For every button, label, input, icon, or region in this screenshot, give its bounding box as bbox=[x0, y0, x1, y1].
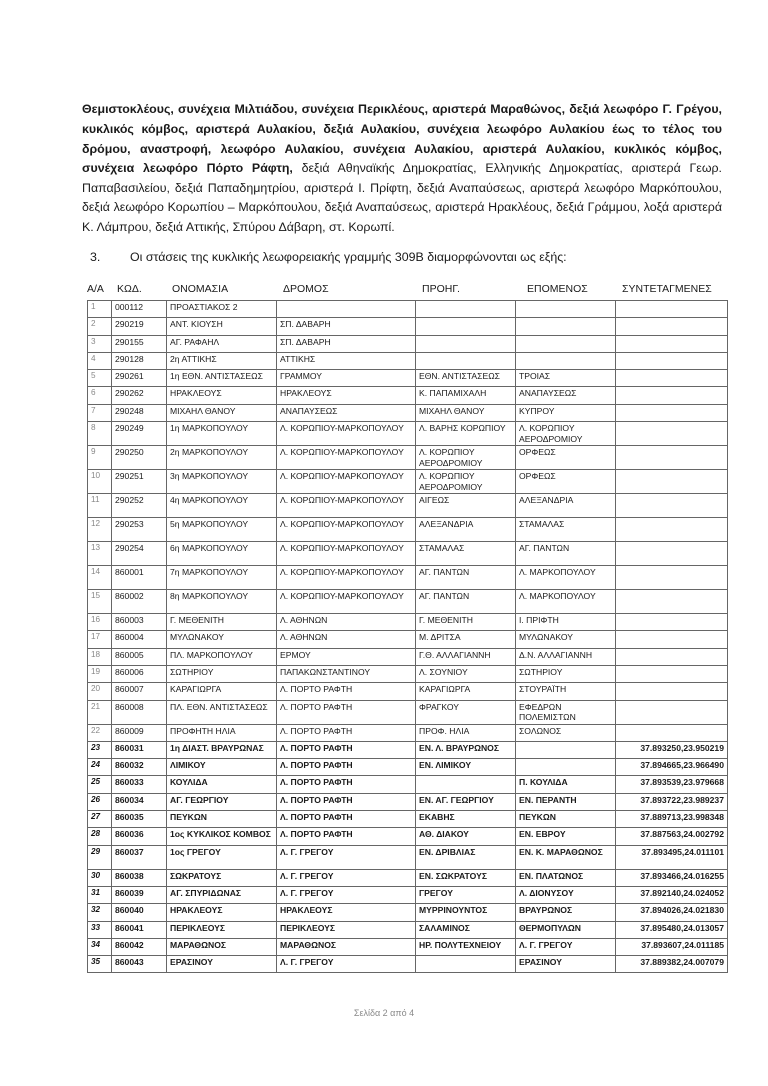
stop-coordinates-cell bbox=[616, 352, 728, 369]
stop-next-cell: ΕΡΑΣΙΝΟΥ bbox=[516, 956, 616, 973]
stop-next-cell: ΑΝΑΠΑΥΣΕΩΣ bbox=[516, 387, 616, 404]
stop-number-cell: 33 bbox=[88, 921, 112, 938]
stop-street-cell: ΜΑΡΑΘΩΝΟΣ bbox=[277, 938, 416, 955]
stop-number-cell: 19 bbox=[88, 665, 112, 682]
stop-next-cell: Π. ΚΟΥΛΙΔΑ bbox=[516, 776, 616, 793]
stop-code-cell: 860003 bbox=[112, 614, 167, 631]
stop-number-cell: 28 bbox=[88, 828, 112, 845]
stop-coordinates-cell: 37.893250,23.950219 bbox=[616, 741, 728, 758]
table-row bbox=[88, 470, 728, 494]
stop-street-cell: ΑΝΑΠΑΥΣΕΩΣ bbox=[277, 404, 416, 421]
stop-previous-cell: ΚΑΡΑΓΙΩΡΓΑ bbox=[416, 683, 516, 700]
stop-previous-cell: Λ. ΒΑΡΗΣ ΚΟΡΩΠΙΟΥ bbox=[416, 422, 516, 446]
stop-previous-cell bbox=[416, 352, 516, 369]
stop-previous-cell: Γ.Θ. ΑΛΛΑΓΙΑΝΝΗ bbox=[416, 648, 516, 665]
stop-coordinates-cell bbox=[616, 724, 728, 741]
stop-number-cell: 25 bbox=[88, 776, 112, 793]
stop-next-cell: ΚΥΠΡΟΥ bbox=[516, 404, 616, 421]
table-row bbox=[88, 776, 728, 793]
stop-number-cell: 9 bbox=[88, 446, 112, 470]
stop-coordinates-cell bbox=[616, 494, 728, 518]
stop-code-cell: 290128 bbox=[112, 352, 167, 369]
stop-name-cell: 6η ΜΑΡΚΟΠΟΥΛΟΥ bbox=[167, 542, 277, 566]
stop-coordinates-cell: 37.893495,24.011101 bbox=[616, 845, 728, 869]
stop-street-cell: Λ. ΠΟΡΤΟ ΡΑΦΤΗ bbox=[277, 759, 416, 776]
page-footer: Σελίδα 2 από 4 bbox=[353, 1008, 415, 1018]
stop-name-cell: ΣΩΚΡΑΤΟΥΣ bbox=[167, 869, 277, 886]
table-row bbox=[88, 904, 728, 921]
stop-previous-cell bbox=[416, 335, 516, 352]
stop-number-cell: 4 bbox=[88, 352, 112, 369]
stop-next-cell: Δ.Ν. ΑΛΛΑΓΙΑΝΝΗ bbox=[516, 648, 616, 665]
stop-previous-cell: ΑΘ. ΔΙΑΚΟΥ bbox=[416, 828, 516, 845]
table-row bbox=[88, 318, 728, 335]
stop-name-cell: 1ος ΓΡΕΓΟΥ bbox=[167, 845, 277, 869]
stop-code-cell: 860036 bbox=[112, 828, 167, 845]
stop-number-cell: 18 bbox=[88, 648, 112, 665]
stop-next-cell: ΑΓ. ΠΑΝΤΩΝ bbox=[516, 542, 616, 566]
stop-code-cell: 290219 bbox=[112, 318, 167, 335]
stop-next-cell: Ι. ΠΡΙΦΤΗ bbox=[516, 614, 616, 631]
stop-code-cell: 860009 bbox=[112, 724, 167, 741]
stop-coordinates-cell bbox=[616, 335, 728, 352]
stop-number-cell: 17 bbox=[88, 631, 112, 648]
stop-code-cell: 860005 bbox=[112, 648, 167, 665]
stop-number-cell: 30 bbox=[88, 869, 112, 886]
stop-name-cell: ΜΑΡΑΘΩΝΟΣ bbox=[167, 938, 277, 955]
stop-previous-cell: ΕΝ. ΛΙΜΙΚΟΥ bbox=[416, 759, 516, 776]
table-row bbox=[88, 886, 728, 903]
stop-previous-cell bbox=[416, 301, 516, 318]
stop-next-cell: ΕΝ. ΕΒΡΟΥ bbox=[516, 828, 616, 845]
stop-street-cell: Λ. ΚΟΡΩΠΙΟΥ-ΜΑΡΚΟΠΟΥΛΟΥ bbox=[277, 422, 416, 446]
stop-previous-cell: ΕΚΑΒΗΣ bbox=[416, 811, 516, 828]
stops-table bbox=[87, 300, 728, 973]
stop-code-cell: 860040 bbox=[112, 904, 167, 921]
stop-number-cell: 16 bbox=[88, 614, 112, 631]
stop-street-cell: ΑΤΤΙΚΗΣ bbox=[277, 352, 416, 369]
stop-number-cell: 34 bbox=[88, 938, 112, 955]
stop-name-cell: ΗΡΑΚΛΕΟΥΣ bbox=[167, 904, 277, 921]
stop-next-cell: Λ. Γ. ΓΡΕΓΟΥ bbox=[516, 938, 616, 955]
stop-coordinates-cell bbox=[616, 590, 728, 614]
stop-coordinates-cell: 37.893722,23.989237 bbox=[616, 793, 728, 810]
stop-code-cell: 290249 bbox=[112, 422, 167, 446]
stop-coordinates-cell bbox=[616, 542, 728, 566]
stop-street-cell: Λ. ΠΟΡΤΟ ΡΑΦΤΗ bbox=[277, 724, 416, 741]
stop-code-cell: 860035 bbox=[112, 811, 167, 828]
stop-name-cell: ΠΡΟΑΣΤΙΑΚΟΣ 2 bbox=[167, 301, 277, 318]
stop-street-cell: Λ. Γ. ΓΡΕΓΟΥ bbox=[277, 956, 416, 973]
stop-number-cell: 21 bbox=[88, 700, 112, 724]
stop-next-cell: ΤΡΟΙΑΣ bbox=[516, 370, 616, 387]
stop-name-cell: 4η ΜΑΡΚΟΠΟΥΛΟΥ bbox=[167, 494, 277, 518]
header-aa: Α/Α bbox=[87, 283, 104, 295]
stop-next-cell: ΒΡΑΥΡΩΝΟΣ bbox=[516, 904, 616, 921]
stop-name-cell: ΜΥΛΩΝΑΚΟΥ bbox=[167, 631, 277, 648]
stop-number-cell: 32 bbox=[88, 904, 112, 921]
stop-code-cell: 860039 bbox=[112, 886, 167, 903]
stop-previous-cell: Κ. ΠΑΠΑΜΙΧΑΛΗ bbox=[416, 387, 516, 404]
stop-coordinates-cell bbox=[616, 700, 728, 724]
table-row bbox=[88, 542, 728, 566]
table-row bbox=[88, 335, 728, 352]
stop-number-cell: 10 bbox=[88, 470, 112, 494]
stop-next-cell: ΕΦΕΔΡΩΝ ΠΟΛΕΜΙΣΤΩΝ bbox=[516, 700, 616, 724]
stop-name-cell: ΑΝΤ. ΚΙΟΥΣΗ bbox=[167, 318, 277, 335]
stop-previous-cell: ΕΝ. ΣΩΚΡΑΤΟΥΣ bbox=[416, 869, 516, 886]
stop-coordinates-cell bbox=[616, 387, 728, 404]
stop-previous-cell: Λ. ΚΟΡΩΠΙΟΥ ΑΕΡΟΔΡΟΜΙΟΥ bbox=[416, 446, 516, 470]
stop-previous-cell: ΓΡΕΓΟΥ bbox=[416, 886, 516, 903]
stop-street-cell: ΠΑΠΑΚΩΝΣΤΑΝΤΙΝΟΥ bbox=[277, 665, 416, 682]
stop-code-cell: 860002 bbox=[112, 590, 167, 614]
stop-coordinates-cell bbox=[616, 518, 728, 542]
stop-number-cell: 15 bbox=[88, 590, 112, 614]
header-prev: ΠΡΟΗΓ. bbox=[422, 283, 460, 295]
table-row bbox=[88, 404, 728, 421]
stop-name-cell: 1η ΔΙΑΣΤ. ΒΡΑΥΡΩΝΑΣ bbox=[167, 741, 277, 758]
stop-name-cell: ΑΓ. ΡΑΦΑΗΛ bbox=[167, 335, 277, 352]
stop-previous-cell: ΜΥΡΡΙΝΟΥΝΤΟΣ bbox=[416, 904, 516, 921]
stop-name-cell: 1η ΕΘΝ. ΑΝΤΙΣΤΑΣΕΩΣ bbox=[167, 370, 277, 387]
stop-previous-cell bbox=[416, 776, 516, 793]
stop-previous-cell: ΑΓ. ΠΑΝΤΩΝ bbox=[416, 566, 516, 590]
stop-number-cell: 1 bbox=[88, 301, 112, 318]
stop-previous-cell: Γ. ΜΕΘΕΝΙΤΗ bbox=[416, 614, 516, 631]
stop-code-cell: 290248 bbox=[112, 404, 167, 421]
stop-previous-cell: ΕΘΝ. ΑΝΤΙΣΤΑΣΕΩΣ bbox=[416, 370, 516, 387]
stop-previous-cell bbox=[416, 318, 516, 335]
stop-number-cell: 23 bbox=[88, 741, 112, 758]
stop-number-cell: 35 bbox=[88, 956, 112, 973]
stop-name-cell: ΕΡΑΣΙΝΟΥ bbox=[167, 956, 277, 973]
stop-code-cell: 860007 bbox=[112, 683, 167, 700]
stop-name-cell: 2η ΑΤΤΙΚΗΣ bbox=[167, 352, 277, 369]
stop-name-cell: ΣΩΤΗΡΙΟΥ bbox=[167, 665, 277, 682]
stop-coordinates-cell: 37.889382,24.007079 bbox=[616, 956, 728, 973]
table-row bbox=[88, 683, 728, 700]
stop-code-cell: 860032 bbox=[112, 759, 167, 776]
stop-street-cell: Λ. ΚΟΡΩΠΙΟΥ-ΜΑΡΚΟΠΟΥΛΟΥ bbox=[277, 542, 416, 566]
route-description-normal: δεξιά Αθηναϊκής Δημοκρατίας, Ελληνικής Δημοκρατίας, αριστερά Γεωρ. Παπαβασιλείου, δεξιά Παπαδημητρίου, αριστερά Ι. Πρίφτη, δεξιά Αναπαύσεως, αριστερά λεωφόρο Μαρκόπουλου, δεξιά λεωφόρο Κορωπίου – Μαρκόπουλου, δεξιά Αναπαύσεως, αριστερά Ηρακλέους, δεξιά Γράμμου, λοξά αριστερά Κ. Λάμπρου, δεξιά Αττικής, Σπύρου Δάβαρη, στ. Κορωπί. bbox=[82, 161, 722, 234]
stop-coordinates-cell bbox=[616, 301, 728, 318]
table-row bbox=[88, 665, 728, 682]
stop-number-cell: 5 bbox=[88, 370, 112, 387]
header-next: ΕΠΟΜΕΝΟΣ bbox=[527, 283, 588, 295]
stop-next-cell: ΑΛΕΞΑΝΔΡΙΑ bbox=[516, 494, 616, 518]
stop-previous-cell: ΣΑΛΑΜΙΝΟΣ bbox=[416, 921, 516, 938]
table-row bbox=[88, 494, 728, 518]
table-row bbox=[88, 422, 728, 446]
stop-coordinates-cell: 37.892140,24.024052 bbox=[616, 886, 728, 903]
stop-coordinates-cell bbox=[616, 614, 728, 631]
stop-street-cell: Λ. Γ. ΓΡΕΓΟΥ bbox=[277, 869, 416, 886]
stop-next-cell: ΕΝ. Κ. ΜΑΡΑΘΩΝΟΣ bbox=[516, 845, 616, 869]
stop-coordinates-cell bbox=[616, 318, 728, 335]
stop-coordinates-cell bbox=[616, 370, 728, 387]
stop-number-cell: 11 bbox=[88, 494, 112, 518]
stop-next-cell: ΣΤΑΜΑΛΑΣ bbox=[516, 518, 616, 542]
stop-code-cell: 860041 bbox=[112, 921, 167, 938]
stop-name-cell: Γ. ΜΕΘΕΝΙΤΗ bbox=[167, 614, 277, 631]
stop-code-cell: 860037 bbox=[112, 845, 167, 869]
table-row bbox=[88, 938, 728, 955]
table-row bbox=[88, 828, 728, 845]
stop-previous-cell: Λ. ΚΟΡΩΠΙΟΥ ΑΕΡΟΔΡΟΜΙΟΥ bbox=[416, 470, 516, 494]
stop-code-cell: 860043 bbox=[112, 956, 167, 973]
stop-number-cell: 26 bbox=[88, 793, 112, 810]
stop-street-cell: Λ. ΚΟΡΩΠΙΟΥ-ΜΑΡΚΟΠΟΥΛΟΥ bbox=[277, 470, 416, 494]
stop-previous-cell: ΕΝ. ΑΓ. ΓΕΩΡΓΙΟΥ bbox=[416, 793, 516, 810]
stop-number-cell: 14 bbox=[88, 566, 112, 590]
stop-name-cell: ΗΡΑΚΛΕΟΥΣ bbox=[167, 387, 277, 404]
stop-street-cell: Λ. ΑΘΗΝΩΝ bbox=[277, 631, 416, 648]
stop-name-cell: ΠΕΥΚΩΝ bbox=[167, 811, 277, 828]
stop-coordinates-cell bbox=[616, 665, 728, 682]
section-heading bbox=[90, 250, 567, 264]
table-row bbox=[88, 614, 728, 631]
stop-name-cell: ΠΡΟΦΗΤΗ ΗΛΙΑ bbox=[167, 724, 277, 741]
stop-street-cell: Λ. ΠΟΡΤΟ ΡΑΦΤΗ bbox=[277, 828, 416, 845]
stop-name-cell: 1ος ΚΥΚΛΙΚΟΣ ΚΟΜΒΟΣ bbox=[167, 828, 277, 845]
stop-name-cell: 3η ΜΑΡΚΟΠΟΥΛΟΥ bbox=[167, 470, 277, 494]
stop-number-cell: 24 bbox=[88, 759, 112, 776]
stop-next-cell: ΣΟΛΩΝΟΣ bbox=[516, 724, 616, 741]
stop-name-cell: ΛΙΜΙΚΟΥ bbox=[167, 759, 277, 776]
table-row bbox=[88, 921, 728, 938]
stop-code-cell: 000112 bbox=[112, 301, 167, 318]
stop-name-cell: ΚΟΥΛΙΔΑ bbox=[167, 776, 277, 793]
stop-next-cell: ΜΥΛΩΝΑΚΟΥ bbox=[516, 631, 616, 648]
stop-name-cell: 2η ΜΑΡΚΟΠΟΥΛΟΥ bbox=[167, 446, 277, 470]
stop-street-cell: ΓΡΑΜΜΟΥ bbox=[277, 370, 416, 387]
stop-coordinates-cell bbox=[616, 470, 728, 494]
table-row bbox=[88, 793, 728, 810]
stop-street-cell: Λ. ΠΟΡΤΟ ΡΑΦΤΗ bbox=[277, 700, 416, 724]
stop-code-cell: 860033 bbox=[112, 776, 167, 793]
table-row bbox=[88, 869, 728, 886]
table-row bbox=[88, 845, 728, 869]
stop-street-cell: Λ. ΚΟΡΩΠΙΟΥ-ΜΑΡΚΟΠΟΥΛΟΥ bbox=[277, 518, 416, 542]
stop-street-cell bbox=[277, 301, 416, 318]
stop-code-cell: 290252 bbox=[112, 494, 167, 518]
stop-name-cell: ΚΑΡΑΓΙΩΡΓΑ bbox=[167, 683, 277, 700]
stop-number-cell: 22 bbox=[88, 724, 112, 741]
stop-next-cell: Λ. ΜΑΡΚΟΠΟΥΛΟΥ bbox=[516, 590, 616, 614]
table-row bbox=[88, 724, 728, 741]
table-row bbox=[88, 631, 728, 648]
stop-number-cell: 13 bbox=[88, 542, 112, 566]
stop-coordinates-cell bbox=[616, 446, 728, 470]
stop-previous-cell: ΜΙΧΑΗΛ ΘΑΝΟΥ bbox=[416, 404, 516, 421]
table-row bbox=[88, 566, 728, 590]
stop-previous-cell: ΠΡΟΦ. ΗΛΙΑ bbox=[416, 724, 516, 741]
stop-street-cell: Λ. ΠΟΡΤΟ ΡΑΦΤΗ bbox=[277, 741, 416, 758]
stop-number-cell: 6 bbox=[88, 387, 112, 404]
stop-street-cell: ΗΡΑΚΛΕΟΥΣ bbox=[277, 904, 416, 921]
stop-previous-cell: ΕΝ. ΔΡΙΒΛΙΑΣ bbox=[416, 845, 516, 869]
stop-name-cell: 7η ΜΑΡΚΟΠΟΥΛΟΥ bbox=[167, 566, 277, 590]
stop-street-cell: Λ. ΚΟΡΩΠΙΟΥ-ΜΑΡΚΟΠΟΥΛΟΥ bbox=[277, 494, 416, 518]
stop-code-cell: 290251 bbox=[112, 470, 167, 494]
stop-street-cell: ΕΡΜΟΥ bbox=[277, 648, 416, 665]
stop-name-cell: ΠΛ. ΜΑΡΚΟΠΟΥΛΟΥ bbox=[167, 648, 277, 665]
table-row bbox=[88, 811, 728, 828]
stop-code-cell: 860034 bbox=[112, 793, 167, 810]
stop-number-cell: 8 bbox=[88, 422, 112, 446]
stop-previous-cell: ΑΙΓΕΩΣ bbox=[416, 494, 516, 518]
stop-code-cell: 860001 bbox=[112, 566, 167, 590]
table-row bbox=[88, 446, 728, 470]
stop-coordinates-cell: 37.887563,24.002792 bbox=[616, 828, 728, 845]
stop-next-cell bbox=[516, 318, 616, 335]
table-row bbox=[88, 370, 728, 387]
table-row bbox=[88, 301, 728, 318]
stop-number-cell: 2 bbox=[88, 318, 112, 335]
table-row bbox=[88, 700, 728, 724]
stop-number-cell: 20 bbox=[88, 683, 112, 700]
stop-previous-cell: ΗΡ. ΠΟΛΥΤΕΧΝΕΙΟΥ bbox=[416, 938, 516, 955]
stop-previous-cell: Μ. ΔΡΙΤΣΑ bbox=[416, 631, 516, 648]
table-row bbox=[88, 741, 728, 758]
stop-name-cell: 5η ΜΑΡΚΟΠΟΥΛΟΥ bbox=[167, 518, 277, 542]
header-street: ΔΡΟΜΟΣ bbox=[283, 283, 329, 295]
stop-coordinates-cell: 37.893466,24.016255 bbox=[616, 869, 728, 886]
stop-next-cell: ΠΕΥΚΩΝ bbox=[516, 811, 616, 828]
stop-code-cell: 860004 bbox=[112, 631, 167, 648]
stop-next-cell: Λ. ΚΟΡΩΠΙΟΥ ΑΕΡΟΔΡΟΜΙΟΥ bbox=[516, 422, 616, 446]
stop-coordinates-cell: 37.894026,24.021830 bbox=[616, 904, 728, 921]
header-coords: ΣΥΝΤΕΤΑΓΜΕΝΕΣ bbox=[622, 283, 712, 295]
stop-code-cell: 290262 bbox=[112, 387, 167, 404]
stop-next-cell: ΟΡΦΕΩΣ bbox=[516, 446, 616, 470]
stop-number-cell: 27 bbox=[88, 811, 112, 828]
stop-name-cell: ΑΓ. ΣΠΥΡΙΔΩΝΑΣ bbox=[167, 886, 277, 903]
stop-next-cell bbox=[516, 352, 616, 369]
stop-name-cell: ΑΓ. ΓΕΩΡΓΙΟΥ bbox=[167, 793, 277, 810]
section-title: Οι στάσεις της κυκλικής λεωφορειακής γραμμής 309Β διαμορφώνονται ως εξής: bbox=[130, 250, 567, 264]
stop-name-cell: ΠΕΡΙΚΛΕΟΥΣ bbox=[167, 921, 277, 938]
stop-street-cell: Λ. ΠΟΡΤΟ ΡΑΦΤΗ bbox=[277, 776, 416, 793]
stop-name-cell: ΠΛ. ΕΘΝ. ΑΝΤΙΣΤΑΣΕΩΣ bbox=[167, 700, 277, 724]
stop-code-cell: 290253 bbox=[112, 518, 167, 542]
stop-street-cell: ΠΕΡΙΚΛΕΟΥΣ bbox=[277, 921, 416, 938]
header-name: ΟΝΟΜΑΣΙΑ bbox=[172, 283, 229, 295]
stop-coordinates-cell: 37.889713,23.998348 bbox=[616, 811, 728, 828]
stop-street-cell: ΣΠ. ΔΑΒΑΡΗ bbox=[277, 335, 416, 352]
stop-previous-cell: ΣΤΑΜΑΛΑΣ bbox=[416, 542, 516, 566]
stop-street-cell: Λ. ΚΟΡΩΠΙΟΥ-ΜΑΡΚΟΠΟΥΛΟΥ bbox=[277, 446, 416, 470]
section-number: 3. bbox=[90, 250, 101, 264]
stop-street-cell: Λ. Γ. ΓΡΕΓΟΥ bbox=[277, 886, 416, 903]
stop-coordinates-cell bbox=[616, 404, 728, 421]
table-row bbox=[88, 759, 728, 776]
route-description-bold: Θεμιστοκλέους, συνέχεια Μιλτιάδου, συνέχεια Περικλέους, αριστερά Μαραθώνος, δεξιά λεωφόρο Γ. Γρέγου, κυκλικός κόμβος, αριστερά Αυλακίου, δεξιά Αυλακίου, συνέχεια λεωφόρο Αυλακίου έως το τέλος του δρόμου, αναστροφή, λεωφόρο Αυλακίου, συνέχεια Αυλακίου, αριστερά Αυλακίου, κυκλικός κόμβος, συνέχεια λεωφόρο Πόρτο Ράφτη, bbox=[82, 102, 722, 176]
stop-next-cell bbox=[516, 759, 616, 776]
stop-next-cell: Λ. ΔΙΟΝΥΣΟΥ bbox=[516, 886, 616, 903]
stop-code-cell: 860031 bbox=[112, 741, 167, 758]
stop-previous-cell: ΦΡΑΓΚΟΥ bbox=[416, 700, 516, 724]
stop-street-cell: Λ. ΚΟΡΩΠΙΟΥ-ΜΑΡΚΟΠΟΥΛΟΥ bbox=[277, 590, 416, 614]
stop-code-cell: 860006 bbox=[112, 665, 167, 682]
header-code: ΚΩΔ. bbox=[117, 283, 142, 295]
stop-street-cell: Λ. ΚΟΡΩΠΙΟΥ-ΜΑΡΚΟΠΟΥΛΟΥ bbox=[277, 566, 416, 590]
stop-name-cell: 8η ΜΑΡΚΟΠΟΥΛΟΥ bbox=[167, 590, 277, 614]
stop-code-cell: 290254 bbox=[112, 542, 167, 566]
stop-street-cell: Λ. Γ. ΓΡΕΓΟΥ bbox=[277, 845, 416, 869]
stop-next-cell: ΘΕΡΜΟΠΥΛΩΝ bbox=[516, 921, 616, 938]
stop-next-cell: ΟΡΦΕΩΣ bbox=[516, 470, 616, 494]
stop-code-cell: 290250 bbox=[112, 446, 167, 470]
stop-code-cell: 860038 bbox=[112, 869, 167, 886]
stop-street-cell: Λ. ΑΘΗΝΩΝ bbox=[277, 614, 416, 631]
table-row bbox=[88, 352, 728, 369]
table-row bbox=[88, 518, 728, 542]
stop-street-cell: ΗΡΑΚΛΕΟΥΣ bbox=[277, 387, 416, 404]
stop-number-cell: 29 bbox=[88, 845, 112, 869]
stop-coordinates-cell bbox=[616, 422, 728, 446]
stop-code-cell: 290155 bbox=[112, 335, 167, 352]
table-row bbox=[88, 648, 728, 665]
stop-number-cell: 12 bbox=[88, 518, 112, 542]
stop-name-cell: 1η ΜΑΡΚΟΠΟΥΛΟΥ bbox=[167, 422, 277, 446]
stop-coordinates-cell: 37.893607,24.011185 bbox=[616, 938, 728, 955]
stop-next-cell: ΕΝ. ΠΕΡΑΝΤΗ bbox=[516, 793, 616, 810]
stop-code-cell: 860042 bbox=[112, 938, 167, 955]
stop-next-cell bbox=[516, 301, 616, 318]
stop-previous-cell: ΕΝ. Λ. ΒΡΑΥΡΩΝΟΣ bbox=[416, 741, 516, 758]
stops-table-body bbox=[88, 301, 728, 973]
stop-coordinates-cell bbox=[616, 683, 728, 700]
stop-next-cell: ΣΩΤΗΡΙΟΥ bbox=[516, 665, 616, 682]
stop-coordinates-cell bbox=[616, 566, 728, 590]
stop-previous-cell: Λ. ΣΟΥΝΙΟΥ bbox=[416, 665, 516, 682]
stop-code-cell: 860008 bbox=[112, 700, 167, 724]
table-row bbox=[88, 590, 728, 614]
stop-previous-cell: ΑΓ. ΠΑΝΤΩΝ bbox=[416, 590, 516, 614]
stop-coordinates-cell bbox=[616, 631, 728, 648]
route-description bbox=[82, 100, 722, 237]
stop-coordinates-cell bbox=[616, 648, 728, 665]
stop-name-cell: ΜΙΧΑΗΛ ΘΑΝΟΥ bbox=[167, 404, 277, 421]
stop-previous-cell: ΑΛΕΞΑΝΔΡΙΑ bbox=[416, 518, 516, 542]
stop-code-cell: 290261 bbox=[112, 370, 167, 387]
stop-coordinates-cell: 37.894665,23.966490 bbox=[616, 759, 728, 776]
stop-number-cell: 3 bbox=[88, 335, 112, 352]
stop-next-cell: ΣΤΟΥΡΑΪΤΗ bbox=[516, 683, 616, 700]
table-row bbox=[88, 956, 728, 973]
stop-next-cell bbox=[516, 741, 616, 758]
stop-coordinates-cell: 37.895480,24.013057 bbox=[616, 921, 728, 938]
stop-street-cell: Λ. ΠΟΡΤΟ ΡΑΦΤΗ bbox=[277, 811, 416, 828]
stop-next-cell: ΕΝ. ΠΛΑΤΩΝΟΣ bbox=[516, 869, 616, 886]
stop-previous-cell bbox=[416, 956, 516, 973]
stop-coordinates-cell: 37.893539,23.979668 bbox=[616, 776, 728, 793]
table-row bbox=[88, 387, 728, 404]
stop-street-cell: Λ. ΠΟΡΤΟ ΡΑΦΤΗ bbox=[277, 793, 416, 810]
stop-street-cell: Λ. ΠΟΡΤΟ ΡΑΦΤΗ bbox=[277, 683, 416, 700]
stop-next-cell: Λ. ΜΑΡΚΟΠΟΥΛΟΥ bbox=[516, 566, 616, 590]
stop-number-cell: 7 bbox=[88, 404, 112, 421]
stop-street-cell: ΣΠ. ΔΑΒΑΡΗ bbox=[277, 318, 416, 335]
stop-next-cell bbox=[516, 335, 616, 352]
stop-number-cell: 31 bbox=[88, 886, 112, 903]
